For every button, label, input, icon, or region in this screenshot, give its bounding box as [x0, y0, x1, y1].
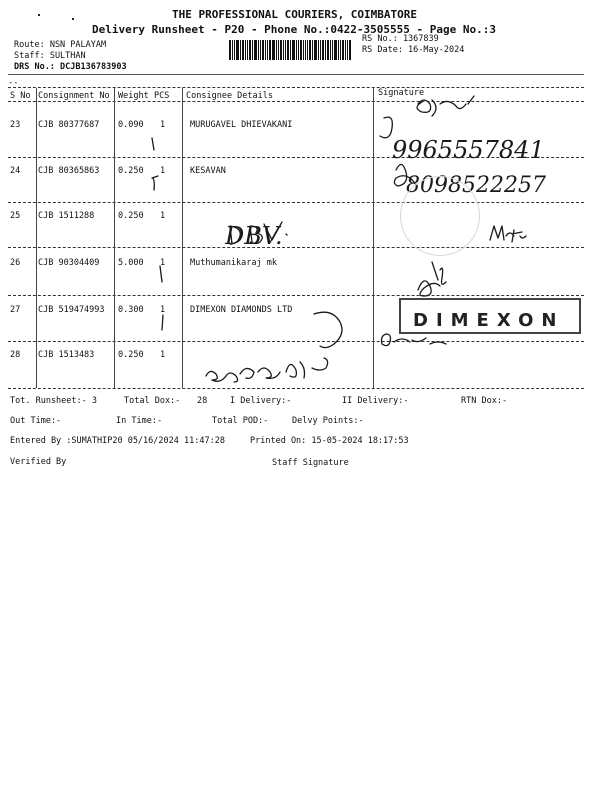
faint-round-seal: [400, 176, 480, 256]
verified-by-label: Verified By: [10, 457, 67, 467]
col-header-consignment: Consignment No: [38, 91, 110, 101]
row-sno: 24: [10, 166, 21, 176]
entered-by: Entered By :SUMATHIP20 05/16/2024 11:47:28: [10, 436, 225, 446]
rs-date: RS Date: 16-May-2024: [362, 45, 465, 55]
row-weight: 0.300: [118, 305, 144, 315]
handwritten-dbv: [225, 218, 305, 252]
staff-signature-label: Staff Signature: [272, 458, 349, 468]
row-pcs: 1: [160, 211, 166, 221]
col-header-signature: Signature: [378, 88, 425, 98]
row-sno: 27: [10, 305, 21, 315]
row-consignee: MURUGAVEL DHIEVAKANI: [190, 120, 293, 130]
row-pcs: 1: [160, 120, 166, 130]
row-weight: 5.000: [118, 258, 144, 268]
row-consignment: CJB 1511288: [38, 211, 95, 221]
row-consignee: Muthumanikaraj mk: [190, 258, 277, 268]
tot-runsheet: Tot. Runsheet:- 3: [10, 396, 97, 406]
scan-speck: --: [8, 78, 19, 88]
runsheet-title: Delivery Runsheet - P20 - Phone No.:0422-3505555 - Page No.:3: [92, 23, 496, 36]
row-sno: 28: [10, 350, 21, 360]
row-consignment: CJB 80365863: [38, 166, 100, 176]
row-weight: 0.090: [118, 120, 144, 130]
col-header-weight: Weight: [118, 91, 149, 101]
col-header-sno: S No: [10, 91, 31, 101]
total-pod-label: Total POD:-: [212, 416, 269, 426]
ii-delivery-label: II Delivery:-: [342, 396, 409, 406]
company-stamp: [399, 298, 581, 334]
row-sno: 23: [10, 120, 21, 130]
i-delivery-label: I Delivery:-: [230, 396, 292, 406]
svg-text:8098522257: 8098522257: [406, 173, 546, 198]
rs-number: RS No.: 1367839: [362, 34, 439, 44]
row-consignment: CJB 80377687: [38, 120, 100, 130]
stamp-text: DIMEXON: [413, 310, 565, 331]
row-pcs: 1: [160, 350, 166, 360]
col-header-consignee: Consignee Details: [186, 91, 273, 101]
svg-text:DBV.: DBV.: [225, 222, 283, 250]
row-pcs: 1: [160, 258, 166, 268]
row-consignee: DIMEXON DIAMONDS LTD: [190, 305, 293, 315]
row-pcs: 1: [160, 166, 166, 176]
row-consignment: CJB 90304409: [38, 258, 100, 268]
svg-text:9965557841: 9965557841: [392, 136, 545, 164]
total-dox-value: 28: [197, 396, 208, 406]
staff-label: Staff: SULTHAN: [14, 51, 86, 61]
row-weight: 0.250: [118, 211, 144, 221]
row-consignee: KESAVAN: [190, 166, 226, 176]
total-dox-label: Total Dox:-: [124, 396, 181, 406]
route-label: Route: NSN PALAYAM: [14, 40, 107, 50]
in-time-label: In Time:-: [116, 416, 163, 426]
row-consignment: CJB 1513483: [38, 350, 95, 360]
rtn-dox-label: RTN Dox:-: [461, 396, 508, 406]
out-time-label: Out Time:-: [10, 416, 62, 426]
row-weight: 0.250: [118, 350, 144, 360]
handwritten-phone-1: [392, 132, 562, 166]
company-title: THE PROFESSIONAL COURIERS, COIMBATORE: [172, 8, 418, 21]
row-weight: 0.250: [118, 166, 144, 176]
printed-on: Printed On: 15-05-2024 18:17:53: [250, 436, 409, 446]
row-pcs: 1: [160, 305, 166, 315]
drs-number: DRS No.: DCJB136783903: [14, 62, 127, 72]
row-sno: 25: [10, 211, 21, 221]
row-sno: 26: [10, 258, 21, 268]
delvy-points-label: Delvy Points:-: [292, 416, 364, 426]
row-consignment: CJB 519474993: [38, 305, 105, 315]
col-header-pcs: PCS: [154, 91, 170, 101]
